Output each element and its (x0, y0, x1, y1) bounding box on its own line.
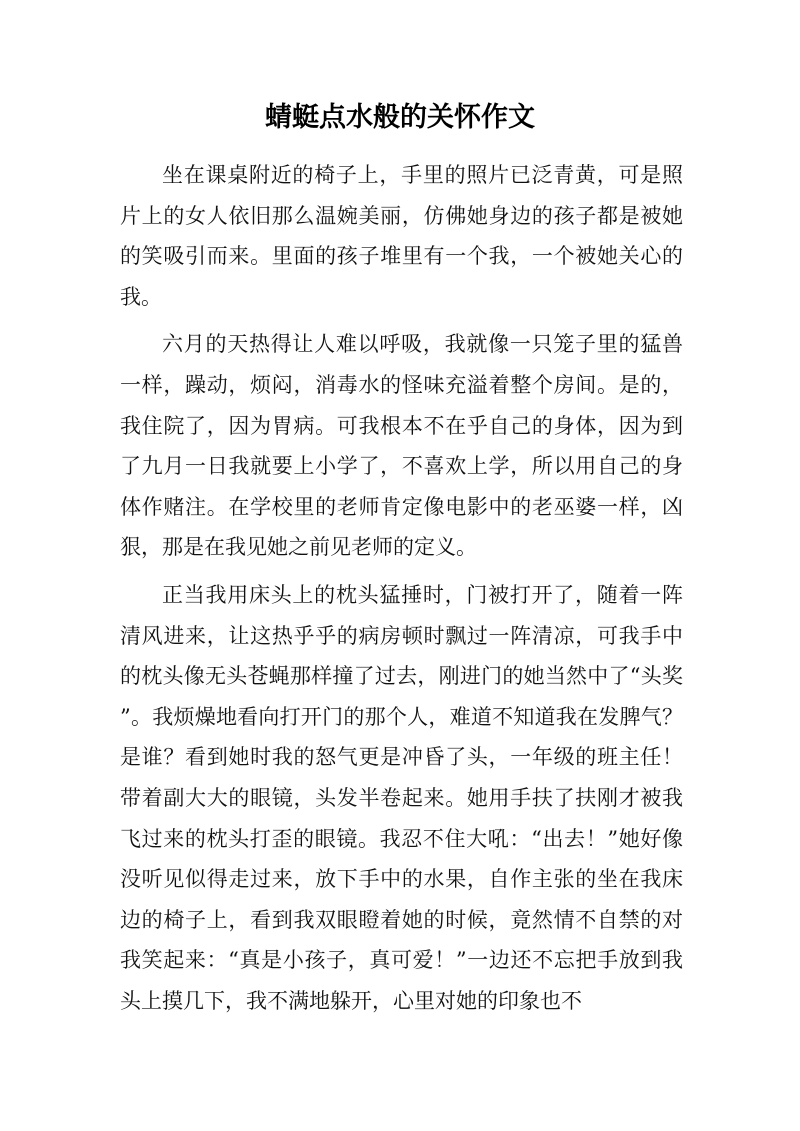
document-title: 蜻蜓点水般的关怀作文 (265, 102, 535, 133)
paragraph-1: 坐在课桌附近的椅子上，手里的照片已泛青黄，可是照片上的女人依旧那么温婉美丽，仿佛她身边的孩子都是被她的笑吸引而来。里面的孩子堆里有一个我，一个被她关心的我。 (120, 163, 683, 309)
document-body (120, 155, 683, 1028)
paragraph-2: 六月的天热得让人难以呼吸，我就像一只笼子里的猛兽一样，躁动，烦闷，消毒水的怪味充溢着整个房间。是的，我住院了，因为胃病。可我根本不在乎自己的身体，因为到了九月一日我就要上小学了，不喜欢上学，所以用自己的身体作赌注。在学校里的老师肯定像电影中的老巫婆一样，凶狠，那是在我见她之前见老师的定义。 (120, 332, 683, 560)
paragraph-3: 正当我用床头上的枕头猛捶时，门被打开了，随着一阵清风进来，让这热乎乎的病房顿时飘过一阵清凉，可我手中的枕头像无头苍蝇那样撞了过去，刚进门的她当然中了“头奖”。我烦燥地看向打开门的那个人，难道不知道我在发脾气？是谁？看到她时我的怒气更是冲昏了头，一年级的班主任！带着副大大的眼镜，头发半卷起来。她用手扶了扶刚才被我飞过来的枕头打歪的眼镜。我忍不住大吼：“出去！”她好像没听见似得走过来，放下手中的水果，自作主张的坐在我床边的椅子上，看到我双眼瞪着她的时候，竟然情不自禁的对我笑起来：“真是小孩子，真可爱！”一边还不忘把手放到我头上摸几下，我不满地躲开，心里对她的印象也不 (120, 582, 683, 1013)
